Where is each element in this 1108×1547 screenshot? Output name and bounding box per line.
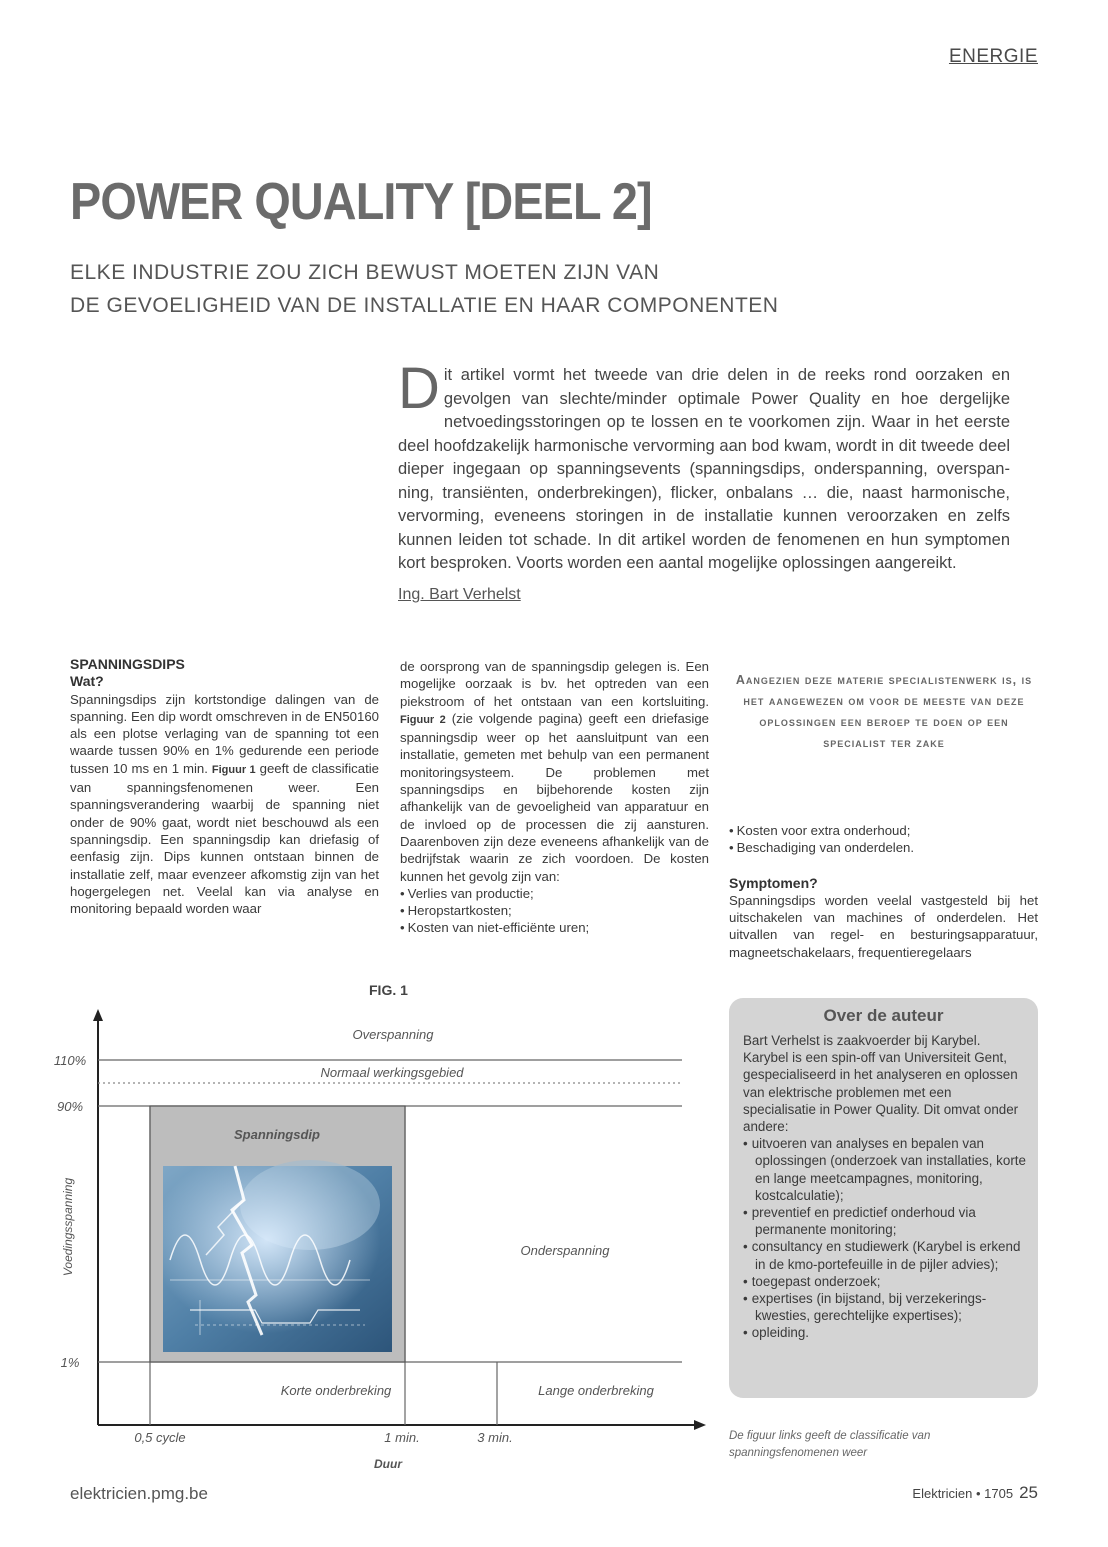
column-3: [729, 822, 1038, 961]
author-box-text: [743, 1032, 1026, 1342]
intro-paragraph: [398, 356, 1010, 576]
author-intro: Bart Verhelst is zaakvoerder bij Karybel. Karybel is een spin-off van Universiteit Gent, gespecialiseerd in het analyseren en oplossen van elektrische problemen met een specialisatie in Power Quality. Dit omvat onder andere:: [743, 1033, 1019, 1135]
list-item: • Beschadiging van onderdelen.: [729, 839, 1038, 856]
author-services-list: [743, 1135, 1026, 1341]
article-subtitle: [70, 256, 778, 322]
section-tag: ENERGIE: [948, 46, 1038, 67]
x-axis-label: Duur: [374, 1457, 402, 1471]
col3-paragraph: Spanningsdips worden veelal vastgesteld bij het uitschakelen van machines of onderdelen. Het uitvallen van regel- en besturingsapparatuur, magneetschakelaars, frequentieregelaars: [729, 892, 1038, 960]
section-heading: SPANNINGSDIPS: [70, 656, 185, 672]
figure-2-reference: Figuur 2: [400, 713, 446, 726]
magazine-issue: Elektricien • 1705: [912, 1486, 1014, 1501]
drop-cap: D: [398, 356, 440, 421]
list-item: • preventief en predictief onderhoud via permanente monitoring;: [743, 1204, 1026, 1238]
x-axis-arrow: [694, 1420, 706, 1430]
author-byline[interactable]: Ing. Bart Verhelst: [398, 586, 521, 603]
intro-text: it artikel vormt het tweede van drie delen in de reeks rond oorzaken en gevolgen van slechte/minder optimale Power Quality en hoe dergelijke netvoedingsstoringen op te lossen en te voorkomen zijn. Waar in het eerste deel hoofdzakelijk harmonische vervorming aan bod kwam, wordt in dit tweede deel dieper ingegaan op spanningsevents (spanningsdips, onderspanning, overspanning, transiënten, onderbrekingen), flicker, onbalans … die, naast harmonische, vervorming, eveneens storingen in de installatie kunnen veroorzaken en zelfs kunnen leiden tot schade. In dit artikel worden de fenomenen en hun symptomen kort besproken. Voorts worden een aantal mogelijke oplossingen aangereikt.: [398, 366, 1010, 572]
list-item: • consultancy en studiewerk (Karybel is erkend in de kmo-portefeuille in de pijler advies);: [743, 1238, 1026, 1272]
subtitle-line-2: DE GEVOELIGHEID VAN DE INSTALLATIE EN HAAR COMPONENTEN: [70, 294, 779, 317]
overspanning-label: Overspanning: [352, 1027, 434, 1042]
pull-quote: Aangezien deze materie specialistenwerk is, is het aangewezen om voor de meeste van deze oplossingen een beroep te doen op een specialist ter zake: [735, 673, 1033, 750]
y-tick-110: 110%: [53, 1053, 87, 1068]
list-item: • Verlies van productie;: [400, 885, 709, 902]
onderspanning-label: Onderspanning: [520, 1243, 610, 1258]
y-tick-90: 90%: [56, 1099, 84, 1114]
x-tick-half-cycle: 0,5 cycle: [134, 1430, 186, 1445]
figure-label: FIG. 1: [369, 982, 408, 998]
normaal-label: Normaal werkingsgebied: [320, 1065, 464, 1080]
col1-paragraph: Spanningsdips zijn kortstondige dalingen van de spanning. Een dip wordt omschreven in de EN50160 als een plotse verlaging van de spanning tot een waarde tussen 90% en 1% gedurende een periode tussen 10 ms en 1 min. Figuur 1 geeft de classificatie van spanningsfenomenen weer. Een spanningsverandering waarbij de spanning niet onder de 90% gaat, wordt niet beschouwd als een spanningsdip. Een spanningsdip kan driefasig of eenfasig zijn. Dips kunnen ontstaan binnen de installatie zelf, maar evenzeer afkomstig zijn van het hogergelegen net. Veelal kan via analyse en monitoring bepaald worden waar: [70, 691, 379, 917]
list-item: • opleiding.: [743, 1324, 1026, 1341]
website-link[interactable]: elektricien.pmg.be: [70, 1484, 208, 1503]
figure-1-reference: Figuur 1: [211, 763, 256, 776]
spanningsdip-label: Spanningsdip: [234, 1127, 320, 1142]
list-item: • expertises (in bijstand, bij verzekeringskwesties, gerechtelijke expertises);: [743, 1290, 1026, 1324]
page-number: 25: [1019, 1483, 1038, 1502]
x-tick-1-min: 1 min.: [384, 1430, 420, 1445]
list-item: • toegepast onderzoek;: [743, 1273, 1026, 1290]
list-item: • Kosten voor extra onderhoud;: [729, 822, 1038, 839]
y-tick-1: 1%: [60, 1355, 80, 1370]
subheading-symptomen: Symptomen?: [729, 874, 818, 891]
korte-onderbreking-label: Korte onderbreking: [280, 1383, 392, 1398]
column-1: [70, 656, 379, 917]
list-item: • Kosten van niet-efficiënte uren;: [400, 919, 709, 936]
figure-1-diagram: [30, 1005, 710, 1480]
cost-list: [400, 885, 709, 937]
lange-onderbreking-label: Lange onderbreking: [538, 1383, 654, 1398]
col2-paragraph: de oorsprong van de spanningsdip gelegen is. Een mogelijke oorzaak is bv. het optreden van een piekstroom of het ontstaan van een kortsluiting. Figuur 2 (zie volgende pagina) geeft een driefasige spanningsdip weer op het aansluitpunt van een installatie, gemeten met behulp van een permanent monitoringsysteem. De problemen met spanningsdips en bijbehorende kosten zijn afhankelijk van de gevoeligheid van apparatuur en de invloed op de processen die zij aansturen. Daarenboven zijn deze eveneens afhankelijk van de bedrijfstak waarin ze zich voordoen. De kosten kunnen het gevolg zijn van:: [400, 659, 710, 884]
figure-caption: De figuur links geeft de classificatie van spanningsfenomenen weer: [729, 1430, 931, 1459]
author-box: [729, 998, 1038, 1398]
x-tick-3-min: 3 min.: [477, 1430, 513, 1445]
subheading-wat: Wat?: [70, 673, 104, 690]
subtitle-line-1: ELKE INDUSTRIE ZOU ZICH BEWUST MOETEN ZIJN VAN: [70, 261, 660, 284]
page-footer: [912, 1483, 1038, 1503]
list-item: • uitvoeren van analyses en bepalen van oplossingen (onderzoek van installaties, korte en lange meetcampagnes, monitoring, kostcalculatie);: [743, 1135, 1026, 1204]
column-2: [400, 658, 709, 937]
y-axis-arrow: [93, 1009, 103, 1021]
article-title: POWER QUALITY [DEEL 2]: [70, 173, 652, 231]
cost-list-continued: [729, 822, 1038, 857]
author-box-title: Over de auteur: [823, 1006, 944, 1025]
list-item: • Heropstartkosten;: [400, 902, 709, 919]
y-axis-label: Voedingsspanning: [61, 1177, 75, 1277]
lightning-photo: [163, 1160, 392, 1352]
